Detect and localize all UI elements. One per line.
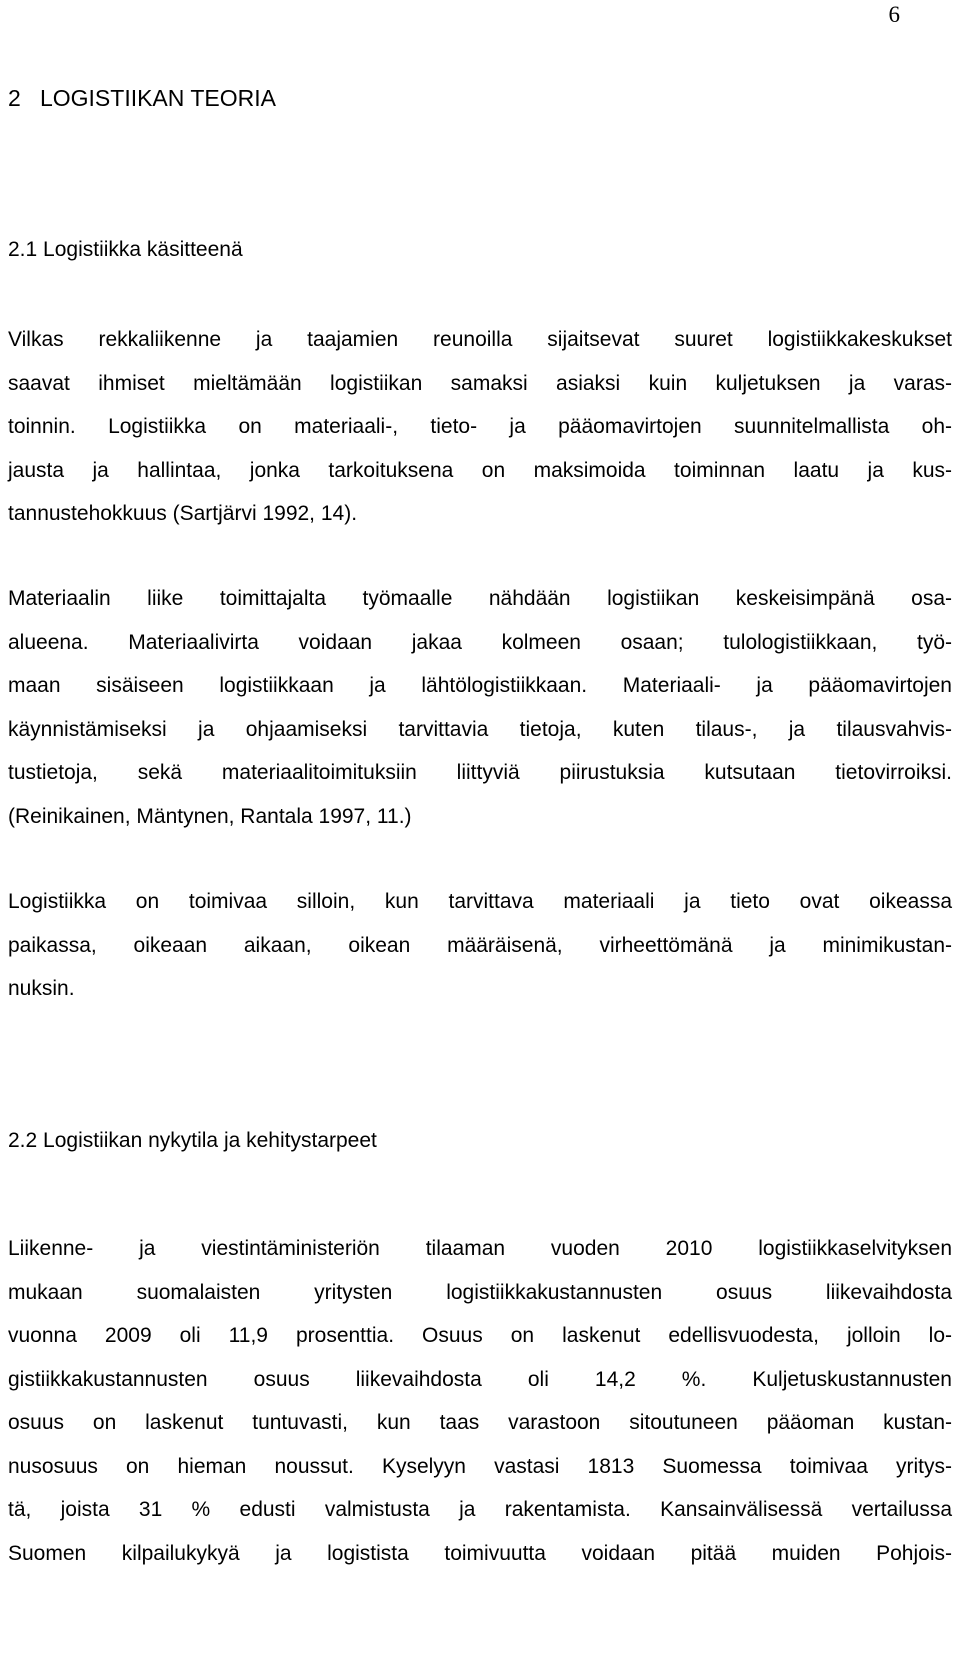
text-line: Materiaalin liike toimittajalta työmaalle nähdään logistiikan keskeisimpänä osa- bbox=[8, 587, 952, 610]
subsection-2-heading: 2.2 Logistiikan nykytila ja kehitystarpeet bbox=[8, 1129, 377, 1152]
text-line: Vilkas rekkaliikenne ja taajamien reunoilla sijaitsevat suuret logistiikkakeskukset bbox=[8, 328, 952, 351]
text-line: vuonna 2009 oli 11,9 prosenttia. Osuus on laskenut edellisvuodesta, jolloin lo- bbox=[8, 1324, 952, 1347]
text-line: käynnistämiseksi ja ohjaamiseksi tarvittavia tietoja, kuten tilaus-, ja tilausvahvis- bbox=[8, 717, 952, 741]
text-line: Liikenne- ja viestintäministeriön tilaaman vuoden 2010 logistiikkaselvityksen bbox=[8, 1237, 952, 1260]
text-line: jausta ja hallintaa, jonka tarkoituksena on maksimoida toiminnan laatu ja kus- bbox=[8, 458, 952, 482]
text-line: tannustehokkuus (Sartjärvi 1992, 14). bbox=[8, 502, 358, 525]
text-line: mukaan suomalaisten yritysten logistiikkakustannusten osuus liikevaihdosta bbox=[8, 1280, 952, 1304]
text-line: Logistiikka on toimivaa silloin, kun tarvittava materiaali ja tieto ovat oikeassa bbox=[8, 890, 952, 913]
text-line: tä, joista 31 % edusti valmistusta ja rakentamista. Kansainvälisessä vertailussa bbox=[8, 1498, 952, 1521]
text-line: paikassa, oikeaan aikaan, oikean määräisenä, virheettömänä ja minimikustan- bbox=[8, 933, 952, 957]
text-line: saavat ihmiset mieltämään logistiikan samaksi asiaksi kuin kuljetuksen ja varas- bbox=[8, 371, 952, 395]
text-line: toinnin. Logistiikka on materiaali-, tieto- ja pääomavirtojen suunnitelmallista oh- bbox=[8, 415, 952, 438]
text-line: tustietoja, sekä materiaalitoimituksiin liittyviä piirustuksia kutsutaan tietovirroiksi. bbox=[8, 761, 952, 784]
paragraph-logistics-definition bbox=[8, 318, 952, 536]
paragraph-logistics-survey bbox=[8, 1227, 952, 1575]
paragraph-material-flow bbox=[8, 577, 952, 838]
paragraph-functional-logistics bbox=[8, 880, 952, 1011]
section-heading: 2 LOGISTIIKAN TEORIA bbox=[8, 85, 276, 111]
text-line: Suomen kilpailukykyä ja logistista toimivuutta voidaan pitää muiden Pohjois- bbox=[8, 1541, 952, 1565]
text-line: nusosuus on hieman noussut. Kyselyyn vastasi 1813 Suomessa toimivaa yritys- bbox=[8, 1454, 952, 1478]
text-line: alueena. Materiaalivirta voidaan jakaa kolmeen osaan; tulologistiikkaan, työ- bbox=[8, 630, 952, 654]
text-line: maan sisäiseen logistiikkaan ja lähtölogistiikkaan. Materiaali- ja pääomavirtojen bbox=[8, 674, 952, 697]
page-number: 6 bbox=[888, 2, 900, 27]
text-line: (Reinikainen, Mäntynen, Rantala 1997, 11.) bbox=[8, 804, 412, 828]
text-line: gistiikkakustannusten osuus liikevaihdosta oli 14,2 %. Kuljetuskustannusten bbox=[8, 1367, 952, 1391]
subsection-1-heading: 2.1 Logistiikka käsitteenä bbox=[8, 238, 243, 261]
text-line: osuus on laskenut tuntuvasti, kun taas varastoon sitoutuneen pääoman kustan- bbox=[8, 1411, 952, 1434]
text-line: nuksin. bbox=[8, 977, 75, 1000]
